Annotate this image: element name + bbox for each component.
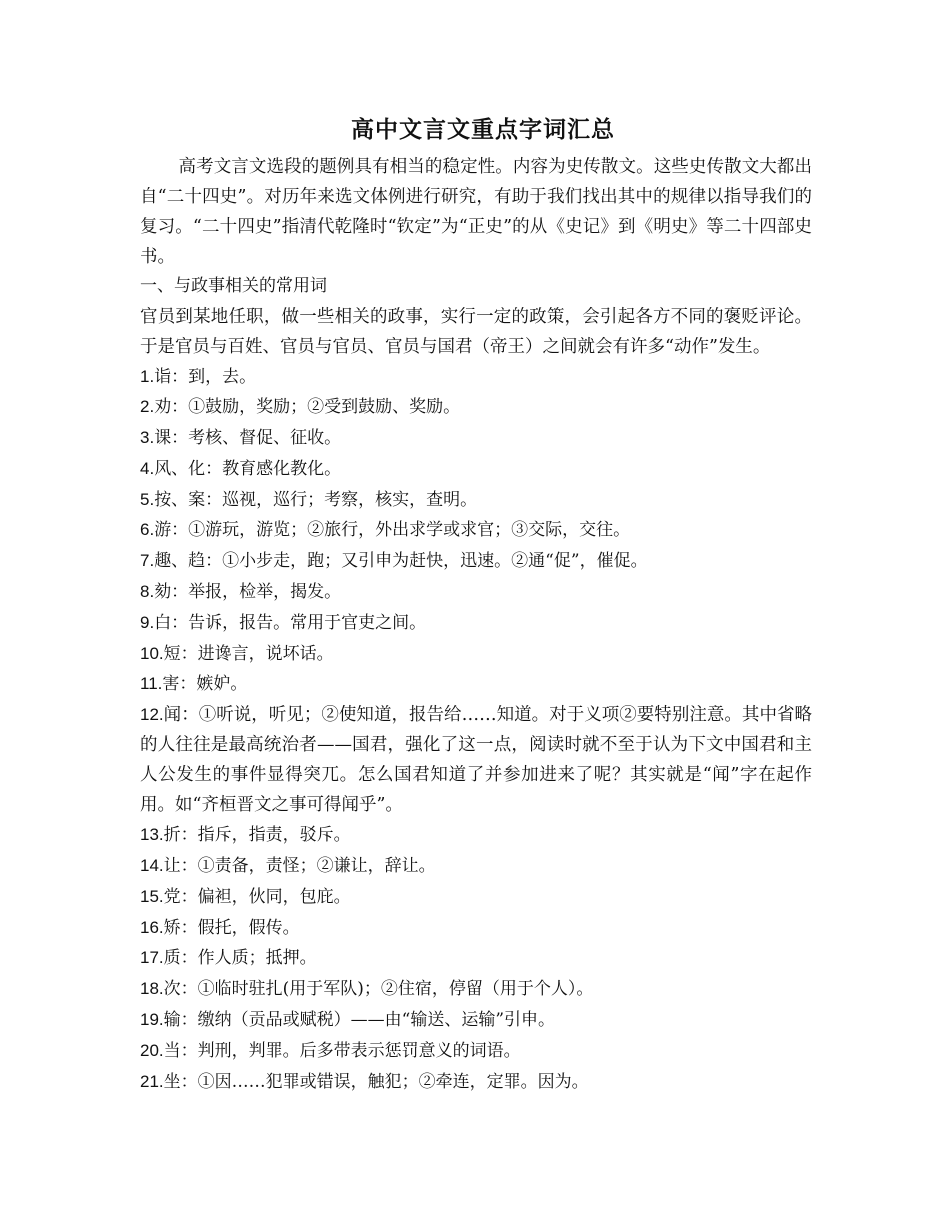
vocab-item-text: 闻：①听说，听见；②使知道，报告给……知道。对于义项②要特别注意。其中省略的人往往是最高统治者——国君，强化了这一点，阅读时就不至于认为下文中国君和主人公发生的事件显得突兀。怎么国君知道了并参加进来了呢？其实就是“闻”字在起作用。如“齐桓晋文之事可得闻乎”。 — [140, 705, 812, 816]
vocab-item-number: 1. — [140, 366, 155, 386]
vocab-item-number: 19. — [140, 1010, 164, 1030]
section-intro-paragraph: 官员到某地任职，做一些相关的政事，实行一定的政策，会引起各方不同的褒贬评论。于是官员与百姓、官员与官员、官员与国君（帝王）之间就会有许多“动作”发生。 — [140, 306, 812, 357]
vocab-item-text: 劝：①鼓励，奖励；②受到鼓励、奖励。 — [154, 397, 461, 418]
vocab-item — [140, 392, 812, 423]
vocab-item — [140, 546, 812, 577]
vocab-item — [140, 608, 812, 639]
vocab-item-text: 诣：到，去。 — [154, 366, 257, 387]
vocab-item — [140, 943, 812, 974]
vocab-item-text: 坐：①因……犯罪或错误，触犯；②牵连，定罪。因为。 — [163, 1071, 589, 1092]
vocab-item — [140, 913, 812, 944]
vocab-item-number: 15. — [140, 886, 164, 906]
document-page — [140, 112, 812, 1097]
vocab-item — [140, 515, 812, 546]
vocab-item — [140, 454, 812, 485]
vocab-item-number: 18. — [140, 979, 164, 999]
vocab-item — [140, 577, 812, 608]
vocab-item — [140, 669, 812, 700]
vocab-item-text: 次：①临时驻扎(用于军队)；②住宿，停留（用于个人）。 — [163, 979, 594, 1000]
vocabulary-list — [140, 362, 812, 1098]
vocab-item — [140, 1067, 812, 1098]
vocab-item-text: 劾：举报，检举，揭发。 — [154, 582, 342, 603]
vocab-item — [140, 820, 812, 851]
vocab-item-number: 20. — [140, 1040, 164, 1060]
document-title: 高中文言文重点字词汇总 — [351, 116, 615, 143]
vocab-item-number: 11. — [140, 674, 163, 694]
vocab-item-number: 13. — [140, 825, 164, 845]
vocab-item — [140, 423, 812, 454]
vocab-item-text: 按、案：巡视，巡行；考察，核实，查明。 — [154, 489, 478, 510]
vocab-item-text: 游：①游玩，游览；②旅行，外出求学或求官；③交际，交往。 — [154, 520, 631, 541]
vocab-item — [140, 485, 812, 516]
vocab-item — [140, 1036, 812, 1067]
vocab-item-text: 白：告诉，报告。常用于官吏之间。 — [154, 612, 427, 633]
vocab-item-text: 课：考核、督促、征收。 — [154, 428, 342, 449]
vocab-item-number: 7. — [140, 551, 155, 571]
vocab-item-text: 当：判刑，判罪。后多带表示惩罚意义的词语。 — [163, 1040, 521, 1061]
intro-paragraph: 高考文言文选段的题例具有相当的稳定性。内容为史传散文。这些史传散文大都出自“二十四史”。对历年来选文体例进行研究，有助于我们找出其中的规律以指导我们的复习。“二十四史”指清代乾隆时“钦定”为“正史”的从《史记》到《明史》等二十四部史书。 — [140, 157, 812, 267]
vocab-item — [140, 700, 812, 820]
vocab-item-number: 5. — [140, 489, 155, 509]
vocab-item-text: 党：偏袒，伙同，包庇。 — [163, 886, 351, 907]
vocab-item — [140, 639, 812, 670]
vocab-item-number: 4. — [140, 458, 155, 478]
vocab-item — [140, 1005, 812, 1036]
vocab-item-text: 矫：假托，假传。 — [163, 917, 300, 938]
vocab-item-text: 风、化：教育感化教化。 — [154, 458, 342, 479]
vocab-item-number: 9. — [140, 612, 155, 632]
vocab-item — [140, 974, 812, 1005]
vocab-item-number: 12. — [140, 705, 164, 725]
vocab-item-text: 趣、趋：①小步走，跑；又引申为赶快，迅速。②通“促”，催促。 — [154, 551, 648, 572]
vocab-item-text: 折：指斥，指责，驳斥。 — [163, 825, 351, 846]
vocab-item-number: 10. — [140, 643, 164, 663]
vocab-item-number: 14. — [140, 856, 164, 876]
vocab-item-text: 让：①责备，责怪；②谦让，辞让。 — [163, 856, 436, 877]
vocab-item-number: 2. — [140, 397, 155, 417]
vocab-item-number: 16. — [140, 917, 164, 937]
vocab-item-number: 21. — [140, 1071, 164, 1091]
vocab-item-text: 害：嫉妒。 — [162, 674, 248, 695]
vocab-item-number: 8. — [140, 582, 155, 602]
vocab-item-text: 输：缴纳（贡品或赋税）——由“输送、运输”引申。 — [163, 1010, 556, 1031]
vocab-item — [140, 362, 812, 393]
vocab-item-text: 质：作人质；抵押。 — [163, 948, 317, 969]
section-heading: 一、与政事相关的常用词 — [140, 276, 327, 296]
vocab-item-number: 6. — [140, 520, 155, 540]
vocab-item-number: 17. — [140, 948, 164, 968]
vocab-item-number: 3. — [140, 428, 155, 448]
vocab-item-text: 短：进谗言，说坏话。 — [163, 643, 334, 664]
vocab-item — [140, 882, 812, 913]
vocab-item — [140, 851, 812, 882]
